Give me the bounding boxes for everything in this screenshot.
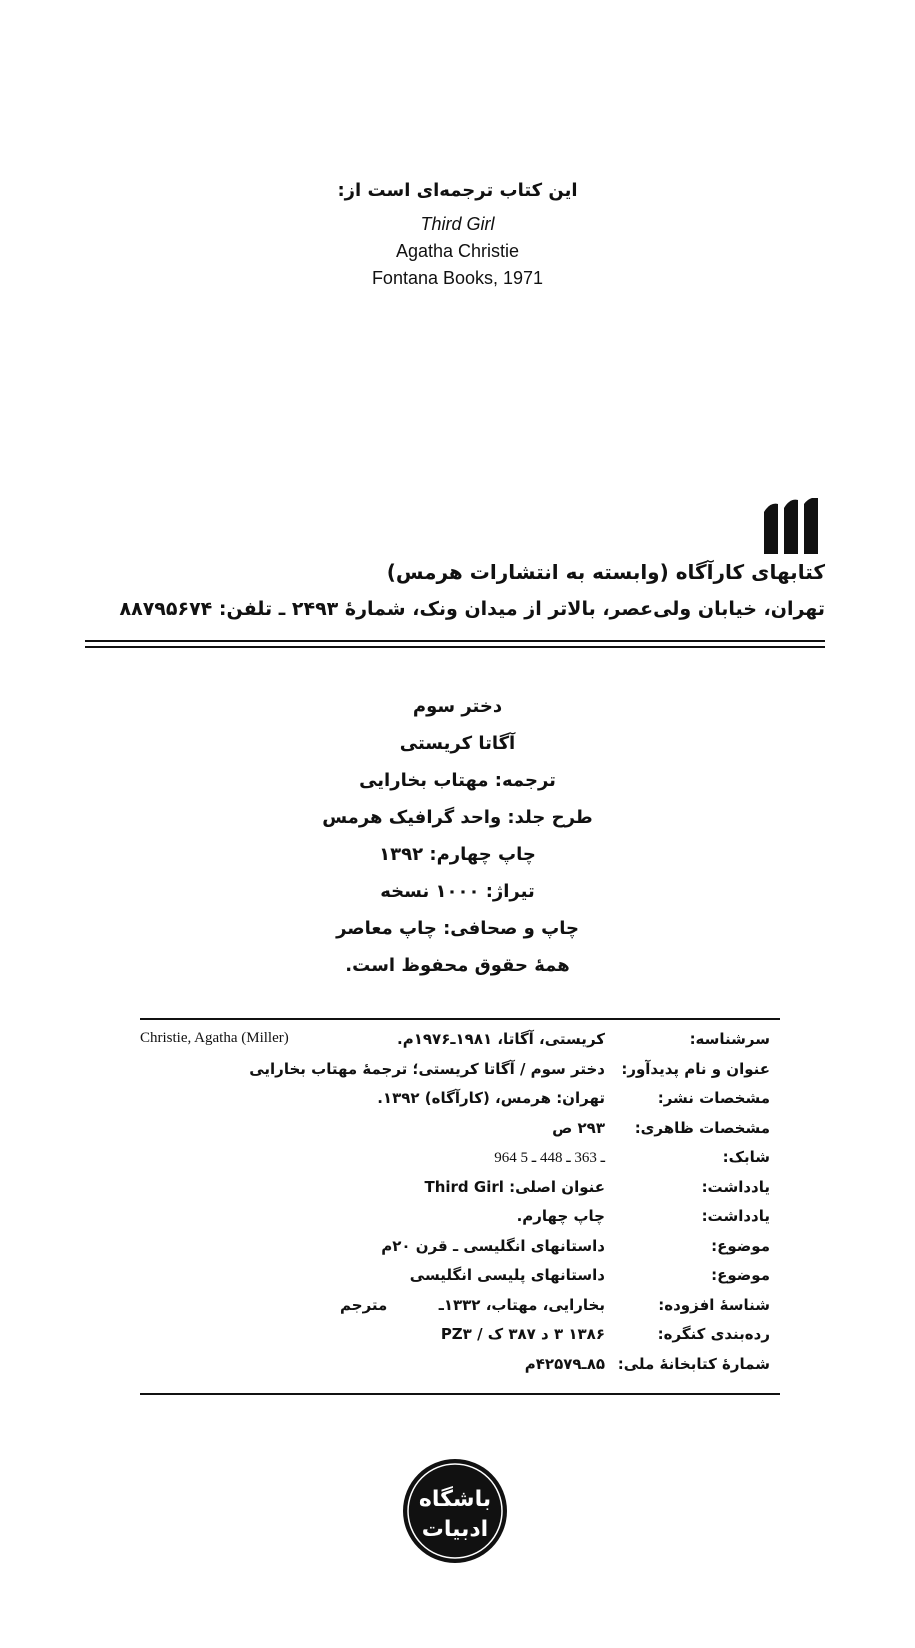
book-info-block	[0, 688, 915, 984]
catalog-row	[140, 1178, 770, 1208]
original-publisher: Fontana Books, 1971	[371, 268, 544, 288]
catalog-latin-value: Christie, Agatha (Miller)	[140, 1030, 289, 1046]
book-cover-design: طرح جلد: واحد گرافیک هرمس	[322, 807, 593, 828]
catalog-row	[140, 1207, 770, 1237]
catalog-label: مشخصات نشر:	[657, 1089, 770, 1107]
catalog-row	[140, 1296, 770, 1326]
catalog-isbn: 964 ـ 363 ـ 448 ـ 5	[494, 1150, 605, 1166]
catalog-row	[140, 1355, 770, 1385]
catalog-label: شناسهٔ افزوده:	[658, 1295, 770, 1314]
catalog-value: دختر سوم / آگاتا کریستی؛ ترجمهٔ مهتاب بخارایی	[249, 1059, 605, 1078]
seal-text-bottom: ادبیات	[421, 1517, 489, 1542]
book-printing: چاپ و صحافی: چاپ معاصر	[336, 918, 579, 939]
catalog-row	[140, 1119, 770, 1149]
book-edition: چاپ چهارم: ۱۳۹۲	[379, 844, 536, 865]
catalog-label: عنوان و نام پدیدآور:	[621, 1059, 770, 1078]
catalog-label: یادداشت:	[701, 1207, 770, 1225]
catalog-row	[140, 1237, 770, 1267]
book-translator: ترجمه: مهتاب بخارایی	[359, 770, 556, 791]
catalog-label: موضوع:	[711, 1266, 770, 1284]
book-title: دختر سوم	[412, 696, 503, 717]
catalog-value: تهران: هرمس، (کارآگاه) ۱۳۹۲.	[377, 1089, 605, 1107]
catalog-role: مترجم	[340, 1295, 388, 1314]
catalog-row	[140, 1148, 770, 1178]
catalog-top-divider	[140, 1018, 780, 1020]
catalog-label: موضوع:	[711, 1236, 770, 1255]
catalog-row	[140, 1325, 770, 1355]
catalog-row	[140, 1089, 770, 1119]
catalog-value: داستانهای پلیسی انگلیسی	[409, 1266, 605, 1284]
catalog-row	[140, 1030, 770, 1060]
catalog-row	[140, 1060, 770, 1090]
catalog-label: رده‌بندی کنگره:	[657, 1325, 770, 1343]
book-print-run: تیراژ: ۱۰۰۰ نسخه	[380, 881, 535, 902]
catalog-value: چاپ چهارم.	[516, 1207, 605, 1225]
catalog-table	[140, 1030, 770, 1384]
catalog-label: سرشناسه:	[689, 1030, 770, 1048]
original-heading: این کتاب ترجمه‌ای است از:	[337, 180, 578, 201]
book-rights: همهٔ حقوق محفوظ است.	[345, 955, 570, 976]
publisher-logo-icon	[760, 498, 822, 554]
publisher-address: تهران، خیابان ولی‌عصر، بالاتر از میدان ونک، شمارهٔ ۲۴۹۳ ـ تلفن: ۸۸۷۹۵۶۷۴	[119, 598, 825, 620]
double-divider	[85, 640, 825, 648]
seal-text-top: باشگاه	[418, 1487, 492, 1512]
catalog-row	[140, 1266, 770, 1296]
catalog-value: داستانهای انگلیسی ـ قرن ۲۰م	[381, 1236, 605, 1255]
catalog-label: شابک:	[722, 1148, 770, 1166]
catalog-value: بخارایی، مهتاب، ۱۳۳۲ـ	[438, 1295, 605, 1314]
catalog-value: ۸۵ـ۴۲۵۷۹م	[524, 1354, 605, 1373]
catalog-value: ۲۹۳ ص	[552, 1118, 605, 1137]
catalog-value: ۱۳۸۶ ۳ د ۳۸۷ ک / PZ۳	[440, 1325, 605, 1343]
book-author: آگاتا کریستی	[399, 733, 516, 754]
original-author: Agatha Christie	[395, 241, 520, 261]
catalog-value: کریستی، آگاتا، ۱۹۸۱ـ۱۹۷۶م.	[397, 1030, 605, 1048]
catalog-label: شمارهٔ کتابخانهٔ ملی:	[617, 1354, 770, 1373]
original-title-block	[0, 180, 915, 292]
catalog-label: یادداشت:	[701, 1177, 770, 1196]
catalog-bottom-divider	[140, 1393, 780, 1395]
original-title: Third Girl	[420, 214, 495, 234]
catalog-label: مشخصات ظاهری:	[634, 1118, 770, 1137]
publisher-name: کتابهای کارآگاه (وابسته به انتشارات هرمس)	[386, 560, 825, 584]
catalog-value: عنوان اصلی: Third Girl	[424, 1177, 605, 1196]
seal-logo-icon	[402, 1458, 508, 1564]
